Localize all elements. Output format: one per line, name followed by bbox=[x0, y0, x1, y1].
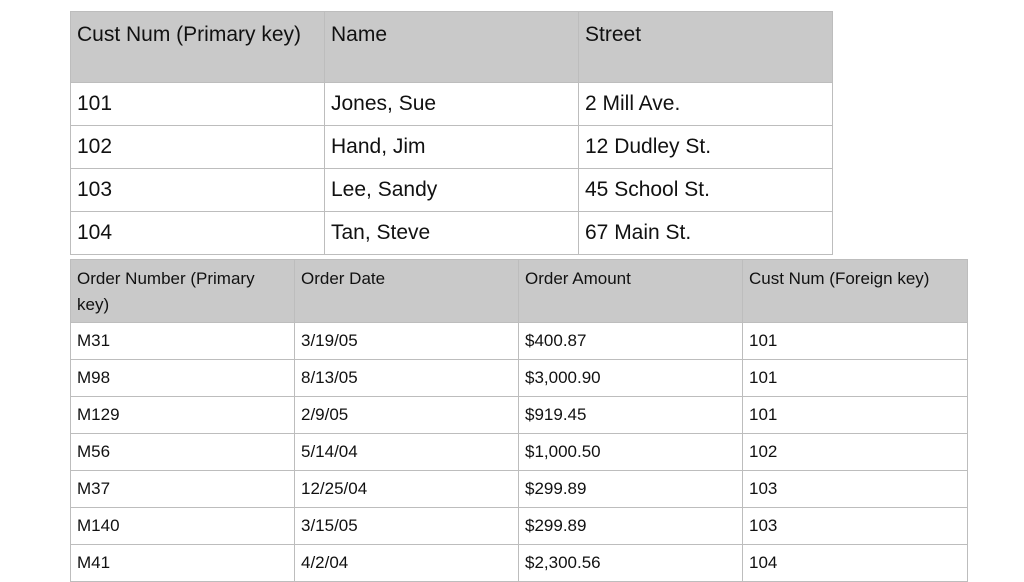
customer-row bbox=[71, 126, 833, 169]
cust-name-cell: Jones, Sue bbox=[325, 83, 579, 126]
header-name: Name bbox=[325, 12, 579, 83]
orders-table bbox=[70, 259, 968, 582]
order-number-cell: M31 bbox=[71, 323, 295, 360]
cust-name-cell: Tan, Steve bbox=[325, 212, 579, 255]
order-cust-num-cell: 102 bbox=[743, 434, 968, 471]
order-amount-cell: $919.45 bbox=[519, 397, 743, 434]
header-order-cust-num: Cust Num (Foreign key) bbox=[743, 260, 968, 323]
order-date-cell: 3/15/05 bbox=[295, 508, 519, 545]
order-number-cell: M41 bbox=[71, 545, 295, 582]
order-number-cell: M129 bbox=[71, 397, 295, 434]
cust-num-cell: 103 bbox=[71, 169, 325, 212]
order-cust-num-cell: 101 bbox=[743, 397, 968, 434]
cust-street-cell: 45 School St. bbox=[579, 169, 833, 212]
order-date-cell: 2/9/05 bbox=[295, 397, 519, 434]
customer-row bbox=[71, 169, 833, 212]
header-order-number: Order Number (Primary key) bbox=[71, 260, 295, 323]
order-date-cell: 8/13/05 bbox=[295, 360, 519, 397]
cust-name-cell: Hand, Jim bbox=[325, 126, 579, 169]
cust-num-cell: 101 bbox=[71, 83, 325, 126]
customer-row bbox=[71, 83, 833, 126]
order-number-cell: M37 bbox=[71, 471, 295, 508]
order-row bbox=[71, 397, 968, 434]
order-date-cell: 4/2/04 bbox=[295, 545, 519, 582]
cust-num-cell: 102 bbox=[71, 126, 325, 169]
customers-header-row bbox=[71, 12, 833, 83]
header-cust-num: Cust Num (Primary key) bbox=[71, 12, 325, 83]
customers-table bbox=[70, 11, 833, 255]
cust-street-cell: 12 Dudley St. bbox=[579, 126, 833, 169]
order-row bbox=[71, 323, 968, 360]
order-date-cell: 12/25/04 bbox=[295, 471, 519, 508]
order-date-cell: 3/19/05 bbox=[295, 323, 519, 360]
order-amount-cell: $2,300.56 bbox=[519, 545, 743, 582]
order-cust-num-cell: 103 bbox=[743, 508, 968, 545]
order-amount-cell: $299.89 bbox=[519, 508, 743, 545]
order-number-cell: M56 bbox=[71, 434, 295, 471]
header-order-date: Order Date bbox=[295, 260, 519, 323]
order-cust-num-cell: 101 bbox=[743, 323, 968, 360]
orders-header-row bbox=[71, 260, 968, 323]
cust-street-cell: 67 Main St. bbox=[579, 212, 833, 255]
cust-num-cell: 104 bbox=[71, 212, 325, 255]
order-amount-cell: $400.87 bbox=[519, 323, 743, 360]
order-amount-cell: $1,000.50 bbox=[519, 434, 743, 471]
order-cust-num-cell: 104 bbox=[743, 545, 968, 582]
order-row bbox=[71, 471, 968, 508]
order-cust-num-cell: 101 bbox=[743, 360, 968, 397]
order-cust-num-cell: 103 bbox=[743, 471, 968, 508]
order-amount-cell: $3,000.90 bbox=[519, 360, 743, 397]
order-row bbox=[71, 508, 968, 545]
cust-name-cell: Lee, Sandy bbox=[325, 169, 579, 212]
order-number-cell: M140 bbox=[71, 508, 295, 545]
order-number-cell: M98 bbox=[71, 360, 295, 397]
header-order-amount: Order Amount bbox=[519, 260, 743, 323]
order-date-cell: 5/14/04 bbox=[295, 434, 519, 471]
header-street: Street bbox=[579, 12, 833, 83]
order-row bbox=[71, 360, 968, 397]
cust-street-cell: 2 Mill Ave. bbox=[579, 83, 833, 126]
order-amount-cell: $299.89 bbox=[519, 471, 743, 508]
customer-row bbox=[71, 212, 833, 255]
order-row bbox=[71, 434, 968, 471]
